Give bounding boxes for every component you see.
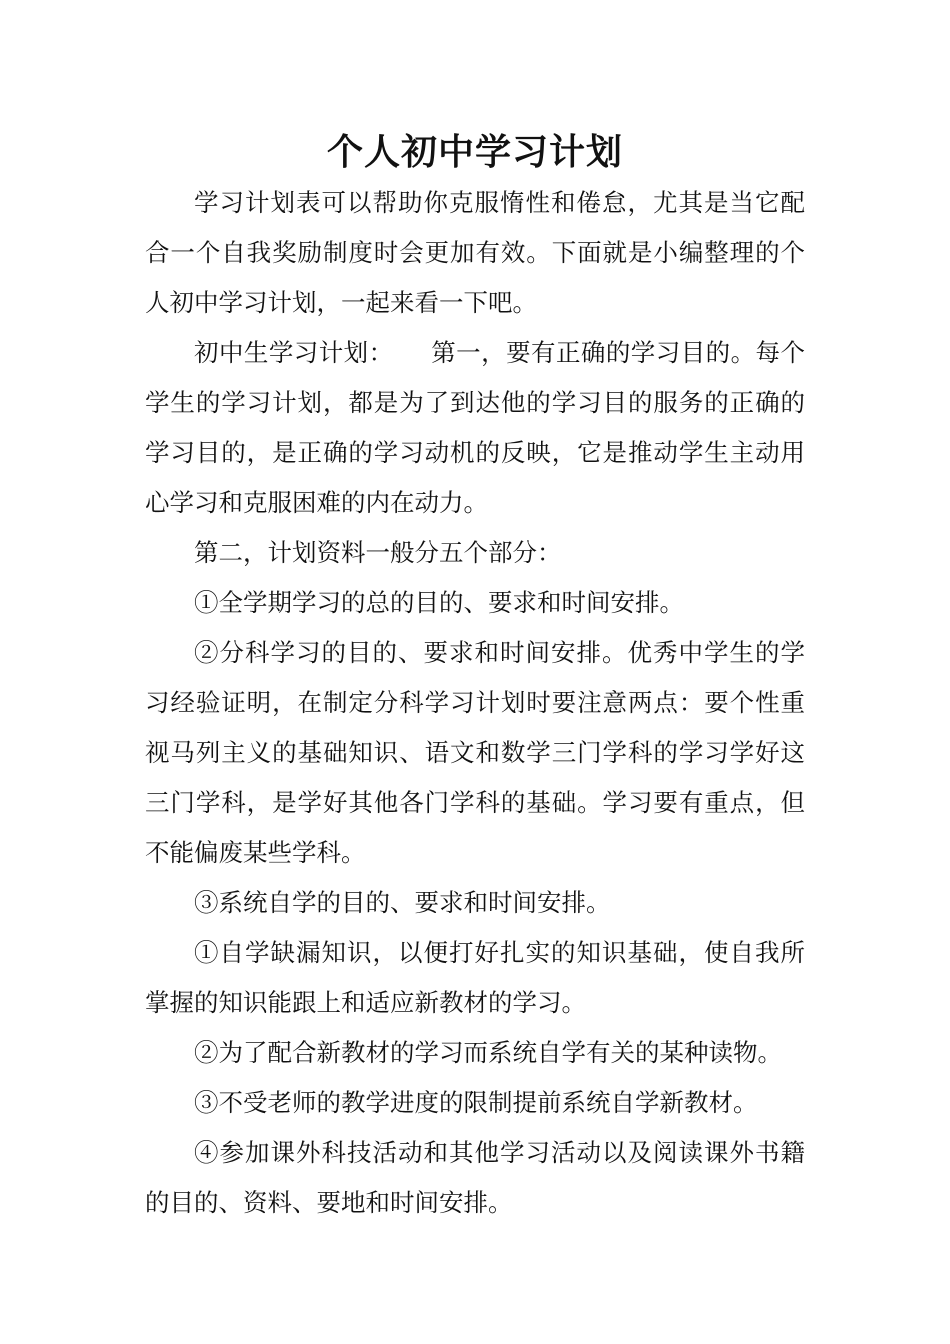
paragraph-goal: 初中生学习计划： 第一，要有正确的学习目的。每个学生的学习计划，都是为了到达他的学习目的服务的正确的学习目的，是正确的学习动机的反映，它是推动学生主动用心学习和克服困难的内在动力。	[145, 338, 805, 517]
paragraph-item: ②分科学习的目的、要求和时间安排。优秀中学生的学习经验证明，在制定分科学习计划时要注意两点：要个性重视马列主义的基础知识、语文和数学三门学科的学习学好这三门学科，是学好其他各门学科的基础。学习要有重点，但不能偏废某些学科。	[145, 638, 805, 867]
paragraph-item: ①全学期学习的总的目的、要求和时间安排。	[194, 588, 684, 617]
paragraph-item: ③系统自学的目的、要求和时间安排。	[194, 888, 611, 917]
paragraph-subitem: ①自学缺漏知识，以便打好扎实的知识基础，使自我所掌握的知识能跟上和适应新教材的学习。	[145, 938, 805, 1017]
paragraph-subitem: ③不受老师的教学进度的限制提前系统自学新教材。	[194, 1088, 758, 1117]
paragraph-item: ④参加课外科技活动和其他学习活动以及阅读课外书籍的目的、资料、要地和时间安排。	[145, 1138, 805, 1217]
paragraph-intro: 学习计划表可以帮助你克服惰性和倦怠，尤其是当它配合一个自我奖励制度时会更加有效。下面就是小编整理的个人初中学习计划，一起来看一下吧。	[145, 188, 805, 317]
paragraph-second: 第二，计划资料一般分五个部分：	[194, 538, 562, 567]
document-body	[145, 178, 805, 1228]
document-title: 个人初中学习计划	[326, 131, 623, 173]
paragraph-subitem: ②为了配合新教材的学习而系统自学有关的某种读物。	[194, 1038, 782, 1067]
